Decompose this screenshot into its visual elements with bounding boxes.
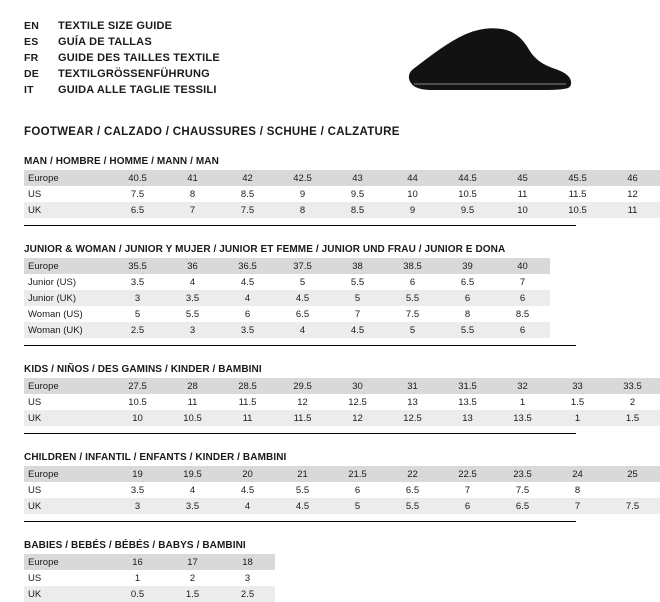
table-cell: 1 <box>550 410 605 426</box>
table-cell: 1 <box>519 396 526 408</box>
table-cell: 35.5 <box>110 258 165 274</box>
table-cell: 8 <box>464 308 471 320</box>
table-cell: 10.5 <box>458 188 477 200</box>
table-row <box>24 258 550 274</box>
language-code: IT <box>24 84 34 96</box>
table-cell: 43 <box>330 170 385 186</box>
table-cell: 10 <box>495 202 550 218</box>
table-cell: 12.5 <box>348 396 367 408</box>
table-cell: 23.5 <box>495 466 550 482</box>
table-cell: 5.5 <box>440 322 495 338</box>
table-cell: 32 <box>495 378 550 394</box>
row-label: UK <box>24 498 110 514</box>
row-label: Europe <box>24 466 110 482</box>
size-table-group <box>0 452 640 522</box>
table-row <box>24 170 660 186</box>
table-cell: 6 <box>409 276 416 288</box>
table-cell: 12.5 <box>385 410 440 426</box>
table-cell: 40 <box>495 258 550 274</box>
size-table <box>24 378 660 426</box>
table-cell: 10.5 <box>165 410 220 426</box>
language-row <box>24 18 354 34</box>
page-title: FOOTWEAR / CALZADO / CHAUSSURES / SCHUHE / CALZATURE <box>24 126 400 138</box>
language-title: GUÍA DE TALLAS <box>58 36 152 48</box>
section-divider <box>24 433 576 434</box>
table-cell: 16 <box>110 554 165 570</box>
table-row <box>24 482 660 498</box>
row-label: UK <box>24 410 110 426</box>
table-row <box>24 410 660 426</box>
table-row <box>24 378 660 394</box>
row-label: US <box>28 396 42 408</box>
table-cell: 10 <box>407 188 418 200</box>
table-cell: 28.5 <box>220 378 275 394</box>
table-cell: 11.5 <box>238 396 257 408</box>
table-cell: 11 <box>187 396 198 408</box>
table-cell: 4 <box>220 498 275 514</box>
table-cell: 28 <box>165 378 220 394</box>
section-divider <box>24 345 576 346</box>
table-cell: 3.5 <box>130 484 145 496</box>
table-cell: 29.5 <box>275 378 330 394</box>
table-cell: 8.5 <box>330 202 385 218</box>
table-cell: 8 <box>275 202 330 218</box>
table-cell: 1 <box>134 572 141 584</box>
size-table-group <box>0 364 642 434</box>
table-cell: 4.5 <box>275 498 330 514</box>
row-label: Europe <box>24 378 110 394</box>
table-cell: 2.5 <box>110 322 165 338</box>
table-row <box>24 554 275 570</box>
table-cell: 22.5 <box>440 466 495 482</box>
table-cell: 6.5 <box>295 308 310 320</box>
size-table <box>24 466 660 514</box>
table-cell: 36.5 <box>220 258 275 274</box>
table-cell: 6 <box>244 308 251 320</box>
table-cell: 41 <box>165 170 220 186</box>
table-cell: 9.5 <box>350 188 365 200</box>
table-row <box>24 322 550 338</box>
table-cell: 22 <box>385 466 440 482</box>
table-row <box>24 498 660 514</box>
table-cell: 38 <box>330 258 385 274</box>
table-cell: 5.5 <box>185 308 200 320</box>
row-label: Europe <box>24 170 110 186</box>
table-cell: 7 <box>550 498 605 514</box>
table-cell: 18 <box>220 554 275 570</box>
size-table <box>24 554 275 602</box>
table-cell: 5.5 <box>385 498 440 514</box>
language-code: DE <box>24 68 39 80</box>
table-cell: 24 <box>550 466 605 482</box>
language-title: GUIDA ALLE TAGLIE TESSILI <box>58 84 217 96</box>
table-cell: 39 <box>440 258 495 274</box>
table-cell: 21 <box>275 466 330 482</box>
table-cell: 30 <box>330 378 385 394</box>
table-cell: 7 <box>464 484 471 496</box>
table-cell: 13 <box>440 410 495 426</box>
table-cell: 7.5 <box>515 484 530 496</box>
size-table-title: CHILDREN / INFANTIL / ENFANTS / KINDER / BAMBINI <box>24 452 287 463</box>
table-cell: 5 <box>134 308 141 320</box>
table-cell: 11 <box>605 202 660 218</box>
table-cell: 46 <box>605 170 660 186</box>
language-title: TEXTILE SIZE GUIDE <box>58 20 173 32</box>
table-cell: 19 <box>110 466 165 482</box>
table-cell: 7.5 <box>605 498 660 514</box>
table-cell: 8.5 <box>240 188 255 200</box>
table-cell: 9 <box>299 188 306 200</box>
table-cell: 5 <box>299 276 306 288</box>
table-cell: 10.5 <box>128 396 147 408</box>
table-cell: 3 <box>244 572 251 584</box>
table-cell: 19.5 <box>165 466 220 482</box>
language-title: TEXTILGRÖSSENFÜHRUNG <box>58 68 210 80</box>
table-cell: 7 <box>354 308 361 320</box>
table-cell: 6.5 <box>110 202 165 218</box>
table-cell: 5 <box>330 498 385 514</box>
table-cell: 7 <box>165 202 220 218</box>
table-cell: 4 <box>220 290 275 306</box>
table-cell: 3.5 <box>165 498 220 514</box>
table-cell: 0.5 <box>110 586 165 602</box>
table-cell: 4 <box>189 276 196 288</box>
table-cell: 6 <box>354 484 361 496</box>
table-cell: 38.5 <box>385 258 440 274</box>
table-cell: 44.5 <box>440 170 495 186</box>
size-table-title: BABIES / BEBÉS / BÉBÉS / BABYS / BAMBINI <box>24 540 246 551</box>
language-row <box>24 82 354 98</box>
table-cell: 6 <box>440 290 495 306</box>
size-table-title: KIDS / NIÑOS / DES GAMINS / KINDER / BAMBINI <box>24 364 262 375</box>
row-label: Europe <box>24 258 110 274</box>
table-cell: 11 <box>517 188 528 200</box>
table-cell: 13.5 <box>495 410 550 426</box>
language-code: ES <box>24 36 39 48</box>
table-cell: 27.5 <box>110 378 165 394</box>
table-row <box>24 570 275 586</box>
table-cell: 1.5 <box>165 586 220 602</box>
table-cell: 12 <box>330 410 385 426</box>
table-cell <box>605 482 660 498</box>
table-cell: 17 <box>165 554 220 570</box>
table-row <box>24 202 660 218</box>
table-cell: 6.5 <box>405 484 420 496</box>
table-cell: 4.5 <box>275 290 330 306</box>
table-cell: 12 <box>627 188 638 200</box>
table-cell: 31.5 <box>440 378 495 394</box>
table-cell: 33.5 <box>605 378 660 394</box>
table-cell: 7.5 <box>130 188 145 200</box>
table-cell: 21.5 <box>330 466 385 482</box>
table-row <box>24 306 550 322</box>
size-table-group <box>0 156 638 226</box>
language-row <box>24 66 354 82</box>
table-cell: 5.5 <box>385 290 440 306</box>
table-cell: 7.5 <box>405 308 420 320</box>
table-cell: 4 <box>275 322 330 338</box>
table-cell: 45 <box>495 170 550 186</box>
table-cell: 13 <box>407 396 418 408</box>
table-cell: 5.5 <box>350 276 365 288</box>
table-row <box>24 466 660 482</box>
row-label: US <box>28 484 42 496</box>
size-table-group <box>0 540 600 602</box>
table-cell: 11.5 <box>275 410 330 426</box>
row-label: Woman (UK) <box>24 322 110 338</box>
row-label: UK <box>24 586 110 602</box>
table-cell: 4.5 <box>330 322 385 338</box>
table-cell: 2 <box>629 396 636 408</box>
table-cell: 2 <box>189 572 196 584</box>
table-cell: 2.5 <box>220 586 275 602</box>
table-cell: 42.5 <box>275 170 330 186</box>
language-title-list <box>24 18 354 98</box>
table-row <box>24 290 550 306</box>
table-cell: 36 <box>165 258 220 274</box>
language-code: EN <box>24 20 39 32</box>
table-cell: 6 <box>495 322 550 338</box>
table-cell: 6.5 <box>460 276 475 288</box>
table-cell: 3 <box>165 322 220 338</box>
size-tables-container <box>0 156 642 602</box>
row-label: Junior (US) <box>28 276 77 288</box>
table-cell: 9 <box>385 202 440 218</box>
table-cell: 1.5 <box>605 410 660 426</box>
table-cell: 10 <box>110 410 165 426</box>
size-table <box>24 258 550 338</box>
table-cell: 4.5 <box>240 484 255 496</box>
row-label: Junior (UK) <box>24 290 110 306</box>
section-divider <box>24 521 576 522</box>
table-row <box>24 394 660 410</box>
size-table-group <box>0 244 600 346</box>
table-cell: 4.5 <box>240 276 255 288</box>
table-cell: 11 <box>220 410 275 426</box>
table-cell: 7.5 <box>220 202 275 218</box>
table-cell: 8 <box>189 188 196 200</box>
table-cell: 33 <box>550 378 605 394</box>
table-cell: 8.5 <box>515 308 530 320</box>
row-label: US <box>28 572 42 584</box>
table-cell: 6.5 <box>495 498 550 514</box>
table-row <box>24 274 550 290</box>
size-table <box>24 170 660 218</box>
table-cell: 20 <box>220 466 275 482</box>
table-cell: 12 <box>297 396 308 408</box>
section-divider <box>24 225 576 226</box>
table-cell: 11.5 <box>568 188 587 200</box>
table-cell: 10.5 <box>550 202 605 218</box>
table-row <box>24 586 275 602</box>
size-table-title: MAN / HOMBRE / HOMME / MANN / MAN <box>24 156 219 167</box>
table-cell: 4 <box>189 484 196 496</box>
table-cell: 45.5 <box>550 170 605 186</box>
row-label: UK <box>24 202 110 218</box>
language-title: GUIDE DES TAILLES TEXTILE <box>58 52 220 64</box>
table-cell: 37.5 <box>275 258 330 274</box>
row-label: Europe <box>24 554 110 570</box>
table-row <box>24 186 660 202</box>
table-cell: 3.5 <box>130 276 145 288</box>
table-cell: 40.5 <box>110 170 165 186</box>
table-cell: 42 <box>220 170 275 186</box>
table-cell: 25 <box>605 466 660 482</box>
table-cell: 8 <box>574 484 581 496</box>
dress-shoe-icon <box>404 26 574 98</box>
table-cell: 13.5 <box>458 396 477 408</box>
table-cell: 3.5 <box>220 322 275 338</box>
table-cell: 5.5 <box>295 484 310 496</box>
language-code: FR <box>24 52 39 64</box>
table-cell: 5 <box>330 290 385 306</box>
language-row <box>24 34 354 50</box>
table-cell: 3 <box>110 498 165 514</box>
document-header <box>0 0 600 112</box>
table-cell: 6 <box>440 498 495 514</box>
table-cell: 3.5 <box>165 290 220 306</box>
table-cell: 7 <box>519 276 526 288</box>
table-cell: 3 <box>110 290 165 306</box>
table-cell: 31 <box>385 378 440 394</box>
table-cell: 5 <box>385 322 440 338</box>
row-label: Woman (US) <box>28 308 83 320</box>
table-cell: 6 <box>495 290 550 306</box>
table-cell: 9.5 <box>440 202 495 218</box>
table-cell: 1.5 <box>570 396 585 408</box>
row-label: US <box>28 188 42 200</box>
language-row <box>24 50 354 66</box>
size-table-title: JUNIOR & WOMAN / JUNIOR Y MUJER / JUNIOR ET FEMME / JUNIOR UND FRAU / JUNIOR E DONA <box>24 244 506 255</box>
table-cell: 44 <box>385 170 440 186</box>
